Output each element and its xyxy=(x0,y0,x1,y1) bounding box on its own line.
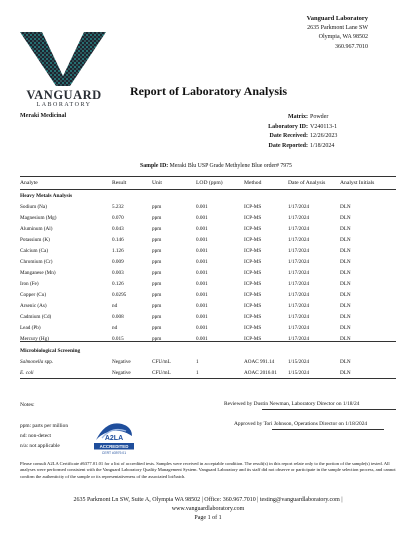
col-result: Result xyxy=(112,180,127,186)
metal-unit-cell: ppm xyxy=(152,313,162,320)
table-row xyxy=(20,289,396,300)
lab-address-line-1: 2635 Parkmont Lane SW xyxy=(307,24,368,31)
table-row xyxy=(20,300,396,311)
metal-date-cell: 1/17/2024 xyxy=(288,225,310,232)
metal-analyst-cell: DLN xyxy=(340,313,351,320)
micro-organism: Salmonella xyxy=(20,358,44,365)
metal-unit-cell: ppm xyxy=(152,324,162,331)
metal-lod-cell: 0.001 xyxy=(196,247,208,254)
sample-id-label: Sample ID: xyxy=(140,163,169,169)
metal-result-cell: 0.043 xyxy=(112,225,124,232)
metal-analyte-cell: Calcium (Ca) xyxy=(20,247,49,254)
metal-lod-cell: 0.001 xyxy=(196,302,208,309)
metal-result-cell: nd xyxy=(112,302,118,309)
metal-result-cell: nd xyxy=(112,324,118,331)
table-row xyxy=(20,333,396,344)
approved-by-label: Approved by xyxy=(234,421,263,427)
metal-lod-cell: 0.001 xyxy=(196,313,208,320)
legend-ppm: ppm: parts per million xyxy=(20,423,69,429)
a2la-accreditation-badge xyxy=(92,418,136,456)
reviewed-by-name: Dustin Newman, Laboratory Director on 1/18/24 xyxy=(253,401,360,407)
metal-analyst-cell: DLN xyxy=(340,324,351,331)
table-row xyxy=(20,356,396,367)
metal-unit-cell: ppm xyxy=(152,269,162,276)
metal-date-cell: 1/17/2024 xyxy=(288,269,310,276)
metal-date-cell: 1/17/2024 xyxy=(288,258,310,265)
footer-contact: 2635 Parkmont Ln SW, Suite A, Olympia WA 98502 | Office: 360.967.7010 | testing@vanguardlaboratory.com | xyxy=(73,497,343,503)
reviewed-by xyxy=(224,401,359,407)
metal-analyte-cell: Cadmium (Cd) xyxy=(20,313,52,320)
approved-by-name: Tori Johnson, Operations Director on 1/18/2024 xyxy=(263,421,368,427)
micro-analyte-cell xyxy=(20,367,112,378)
metal-method-cell: ICP-MS xyxy=(244,225,262,232)
sample-meta xyxy=(220,113,368,151)
metal-method-cell: ICP-MS xyxy=(244,291,262,298)
svg-text:A2LA: A2LA xyxy=(104,435,124,442)
metal-lod-cell: 0.001 xyxy=(196,324,208,331)
metal-analyte-cell: Lead (Pb) xyxy=(20,324,41,331)
metal-method-cell: ICP-MS xyxy=(244,247,262,254)
metal-analyst-cell: DLN xyxy=(340,214,351,221)
micro-lod-cell: 1 xyxy=(196,369,199,376)
table-rule-bottom xyxy=(20,378,396,379)
table-row xyxy=(20,234,396,245)
table-row xyxy=(20,245,396,256)
table-row xyxy=(20,256,396,267)
section-rule xyxy=(20,341,396,342)
metal-analyte-cell: Mercury (Hg) xyxy=(20,335,49,342)
sample-id-value: Meraki Blu USP Grade Methylene Blue order# 7975 xyxy=(169,163,292,169)
client-name: Meraki Medicinal xyxy=(20,113,67,119)
date-received-label: Date Received: xyxy=(269,133,308,139)
table-row xyxy=(20,212,396,223)
metal-result-cell: 5.232 xyxy=(112,203,124,210)
logo-wordmark: VANGUARD xyxy=(26,88,102,102)
lab-id-value: V240113-1 xyxy=(310,123,338,130)
metal-method-cell: ICP-MS xyxy=(244,203,262,210)
metal-analyst-cell: DLN xyxy=(340,225,351,232)
metal-lod-cell: 0.001 xyxy=(196,225,208,232)
micro-analyst-cell: DLN xyxy=(340,358,351,365)
metal-lod-cell: 0.001 xyxy=(196,214,208,221)
date-reported-value: 1/18/2024 xyxy=(310,142,335,149)
micro-title: Microbiological Screening xyxy=(20,348,81,354)
metal-date-cell: 1/17/2024 xyxy=(288,247,310,254)
metal-result-cell: 0.126 xyxy=(112,280,124,287)
micro-date-cell: 1/15/2024 xyxy=(288,369,310,376)
badge-cert-text: CERT #3979.01 xyxy=(101,451,127,455)
metal-lod-cell: 0.001 xyxy=(196,280,208,287)
metal-analyst-cell: DLN xyxy=(340,247,351,254)
col-analyst: Analyst Initials xyxy=(340,180,375,186)
table-row xyxy=(20,311,396,322)
reviewed-signature-line xyxy=(262,409,396,410)
approved-by xyxy=(234,421,367,427)
metal-lod-cell: 0.001 xyxy=(196,236,208,243)
metal-lod-cell: 0.001 xyxy=(196,203,208,210)
metal-date-cell: 1/17/2024 xyxy=(288,214,310,221)
metal-analyst-cell: DLN xyxy=(340,302,351,309)
date-reported-label: Date Reported: xyxy=(268,142,308,149)
metal-analyte-cell: Magnesium (Mg) xyxy=(20,214,57,221)
header-rule-top xyxy=(20,176,396,177)
metal-date-cell: 1/17/2024 xyxy=(288,324,310,331)
metal-result-cell: 0.003 xyxy=(112,269,124,276)
badge-accredited-text: ACCREDITED xyxy=(99,444,129,449)
table-row xyxy=(20,267,396,278)
lab-id-label: Laboratory ID: xyxy=(268,123,308,130)
metal-result-cell: 0.015 xyxy=(112,335,124,342)
metal-unit-cell: ppm xyxy=(152,203,162,210)
metal-analyst-cell: DLN xyxy=(340,280,351,287)
metal-analyte-cell: Iron (Fe) xyxy=(20,280,39,287)
footer-website: www.vanguardlaboratory.com xyxy=(171,506,245,512)
metal-lod-cell: 0.001 xyxy=(196,291,208,298)
metal-analyst-cell: DLN xyxy=(340,269,351,276)
metal-method-cell: ICP-MS xyxy=(244,324,262,331)
metal-analyst-cell: DLN xyxy=(340,291,351,298)
metal-analyst-cell: DLN xyxy=(340,203,351,210)
metal-method-cell: ICP-MS xyxy=(244,258,262,265)
metal-lod-cell: 0.001 xyxy=(196,258,208,265)
metal-lod-cell: 0.001 xyxy=(196,269,208,276)
metal-lod-cell: 0.001 xyxy=(196,335,208,342)
col-lod: LOD (ppm) xyxy=(196,180,223,186)
metal-date-cell: 1/17/2024 xyxy=(288,335,310,342)
metal-analyte-cell: Potassium (K) xyxy=(20,236,50,243)
metal-result-cell: 0.070 xyxy=(112,214,124,221)
micro-organism-suffix: spp. xyxy=(44,358,54,365)
metal-unit-cell: ppm xyxy=(152,291,162,298)
metal-method-cell: ICP-MS xyxy=(244,214,262,221)
metal-analyte-cell: Aluminum (Al) xyxy=(20,225,53,232)
vanguard-logo-mark xyxy=(18,30,108,88)
metal-method-cell: ICP-MS xyxy=(244,269,262,276)
metal-date-cell: 1/17/2024 xyxy=(288,236,310,243)
metal-date-cell: 1/17/2024 xyxy=(288,313,310,320)
micro-analyte-cell xyxy=(20,356,112,367)
metal-analyte-cell: Copper (Cu) xyxy=(20,291,47,298)
abbreviation-legend xyxy=(20,421,68,451)
notes-label: Notes: xyxy=(20,402,35,408)
metal-analyte-cell: Chromium (Cr) xyxy=(20,258,53,265)
reviewed-by-label: Reviewed by xyxy=(224,401,253,407)
metal-result-cell: 0.009 xyxy=(112,258,124,265)
metal-analyte-cell: Arsenic (As) xyxy=(20,302,47,309)
table-row xyxy=(20,223,396,234)
micro-organism: E. coli xyxy=(20,369,34,376)
col-method: Method xyxy=(244,180,262,186)
results-header xyxy=(20,178,396,188)
micro-analyst-cell: DLN xyxy=(340,369,351,376)
metal-method-cell: ICP-MS xyxy=(244,302,262,309)
micro-unit-cell: CFU/mL xyxy=(152,358,171,365)
metal-date-cell: 1/17/2024 xyxy=(288,302,310,309)
micro-method-cell: AOAC 991.14 xyxy=(244,358,275,365)
table-row xyxy=(20,367,396,378)
metal-unit-cell: ppm xyxy=(152,225,162,232)
micro-lod-cell: 1 xyxy=(196,358,199,365)
metal-unit-cell: ppm xyxy=(152,247,162,254)
micro-result-cell: Negative xyxy=(112,369,131,376)
matrix-value: Powder xyxy=(310,114,329,120)
date-received-value: 12/26/2023 xyxy=(310,133,338,139)
legend-na: n/a: not applicable xyxy=(20,443,60,449)
col-date: Date of Analysis xyxy=(288,180,326,186)
metal-unit-cell: ppm xyxy=(152,236,162,243)
col-unit: Unit xyxy=(152,180,162,186)
lab-address-block xyxy=(307,14,368,52)
micro-unit-cell: CFU/mL xyxy=(152,369,171,376)
header-rule-bottom xyxy=(20,189,396,190)
micro-method-cell: AOAC 2016.01 xyxy=(244,369,277,376)
lab-phone: 360.967.7010 xyxy=(335,43,368,50)
col-analyte: Analyte xyxy=(20,180,38,186)
metal-method-cell: ICP-MS xyxy=(244,313,262,320)
report-title: Report of Laboratory Analysis xyxy=(130,84,287,98)
lab-name: Vanguard Laboratory xyxy=(306,15,368,22)
metal-result-cell: 1.126 xyxy=(112,247,124,254)
metal-method-cell: ICP-MS xyxy=(244,335,262,342)
matrix-label: Matrix: xyxy=(288,114,308,120)
table-row xyxy=(20,201,396,212)
micro-result-cell: Negative xyxy=(112,358,131,365)
micro-date-cell: 1/15/2024 xyxy=(288,358,310,365)
page-footer xyxy=(0,496,416,523)
table-row xyxy=(20,278,396,289)
metal-analyst-cell: DLN xyxy=(340,335,351,342)
heavy-metals-table xyxy=(20,191,396,344)
metal-date-cell: 1/17/2024 xyxy=(288,203,310,210)
metal-result-cell: 0.008 xyxy=(112,313,124,320)
approved-signature-line xyxy=(272,429,384,430)
micro-table xyxy=(20,346,396,378)
footer-page-number: Page 1 of 1 xyxy=(194,515,222,521)
metal-result-cell: 0.146 xyxy=(112,236,124,243)
metal-date-cell: 1/17/2024 xyxy=(288,291,310,298)
metal-analyte-cell: Manganese (Mn) xyxy=(20,269,56,276)
metal-analyte-cell: Sodium (Na) xyxy=(20,203,47,210)
metal-date-cell: 1/17/2024 xyxy=(288,280,310,287)
legend-nd: nd: non-detect xyxy=(20,433,51,439)
metal-unit-cell: ppm xyxy=(152,335,162,342)
table-row xyxy=(20,322,396,333)
metal-method-cell: ICP-MS xyxy=(244,280,262,287)
metal-result-cell: 0.0295 xyxy=(112,291,127,298)
logo-subtitle: LABORATORY xyxy=(36,102,92,108)
disclaimer: Please consult A2LA Certificate #6377.01.01 for a list of accredited tests. Samples were received in acceptable condition. The result(s) in this report relate only to the portion of the sample(s) tested. All analyses were performed consistent with the Vanguard Laboratory Quality Management System. Vanguard Laboratory and its staff did not observe or participate in the sample selection process, and cannot confirm the authenticity of the sample or its representativeness of the associated lot/batch. xyxy=(20,461,396,479)
metal-unit-cell: ppm xyxy=(152,302,162,309)
metal-unit-cell: ppm xyxy=(152,258,162,265)
lab-address-line-2: Olympia, WA 98502 xyxy=(318,34,368,40)
heavy-metals-title: Heavy Metals Analysis xyxy=(20,193,73,199)
metal-unit-cell: ppm xyxy=(152,280,162,287)
metal-analyst-cell: DLN xyxy=(340,236,351,243)
metal-method-cell: ICP-MS xyxy=(244,236,262,243)
sample-id xyxy=(140,163,292,169)
metal-unit-cell: ppm xyxy=(152,214,162,221)
metal-analyst-cell: DLN xyxy=(340,258,351,265)
